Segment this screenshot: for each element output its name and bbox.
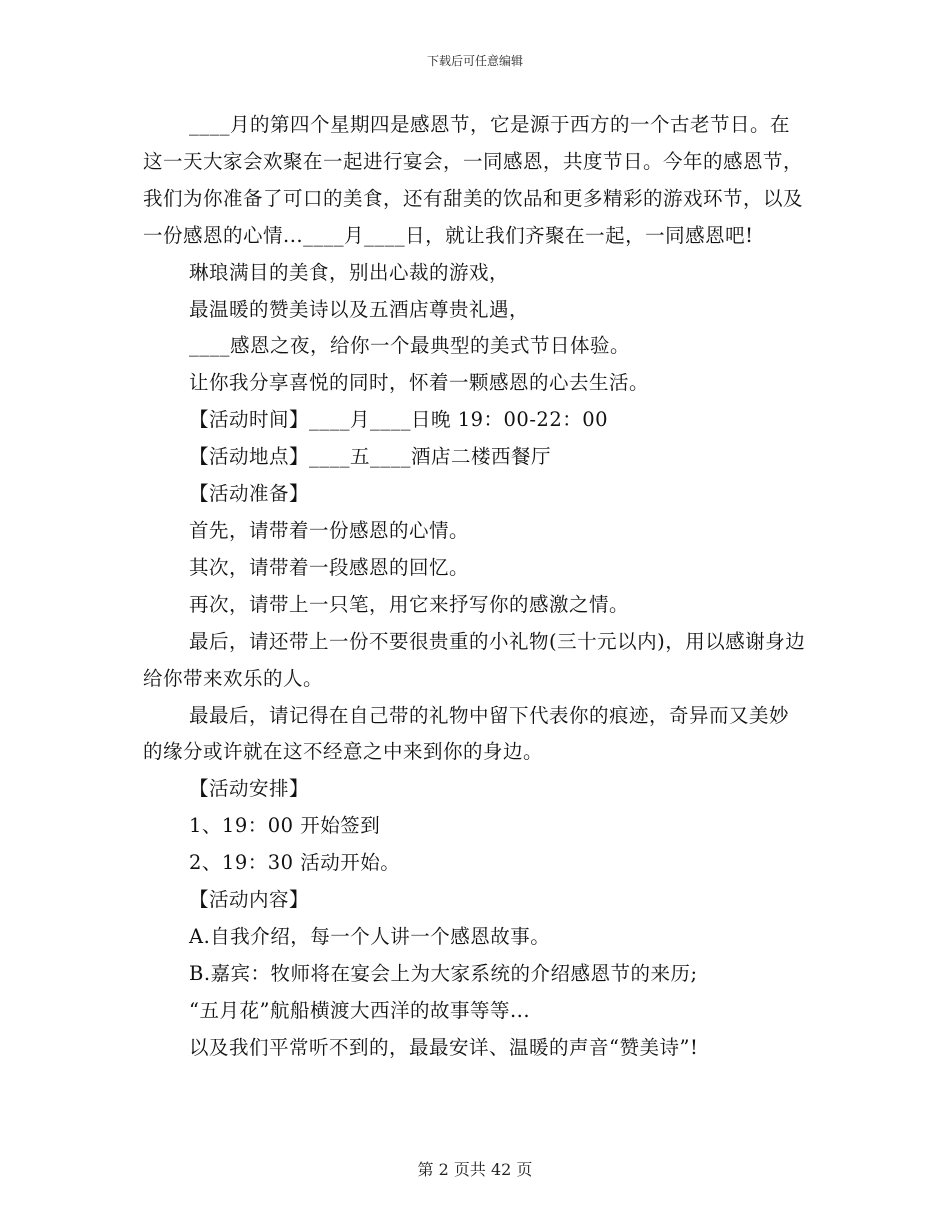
paragraph-prep-second: 其次，请带着一段感恩的回忆。 bbox=[189, 555, 470, 579]
paragraph-content-b: B.嘉宾：牧师将在宴会上为大家系统的介绍感恩节的来历; bbox=[189, 961, 698, 985]
paragraph-prep-final: 最最后，请记得在自己带的礼物中留下代表你的痕迹，奇异而又美妙的缘分或许就在这不经意之中来到你的身边。 bbox=[143, 703, 790, 764]
paragraph-prep-third: 再次，请带上一只笔，用它来抒写你的感激之情。 bbox=[189, 592, 630, 616]
heading-preparation: 【活动准备】 bbox=[189, 482, 310, 506]
paragraph-prep-last: 最后，请还带上一份不要很贵重的小礼物(三十元以内)，用以感谢身边给你带来欢乐的人。 bbox=[143, 629, 806, 690]
paragraph-thanks-night: ____感恩之夜，给你一个最典型的美式节日体验。 bbox=[189, 334, 631, 358]
paragraph-hymn-voice: 以及我们平常听不到的，最最安详、温暖的声音“赞美诗”! bbox=[189, 1035, 699, 1059]
paragraph-food-games: 琳琅满目的美食，别出心裁的游戏， bbox=[189, 260, 510, 284]
paragraph-prep-first: 首先，请带着一份感恩的心情。 bbox=[189, 518, 470, 542]
paragraph-mayflower: “五月花”航船横渡大西洋的故事等等... bbox=[189, 998, 531, 1022]
heading-schedule: 【活动安排】 bbox=[189, 777, 310, 801]
paragraph-content-a: A.自我介绍，每一个人讲一个感恩故事。 bbox=[189, 924, 551, 948]
paragraph-event-location: 【活动地点】____五____酒店二楼西餐厅 bbox=[189, 445, 552, 469]
paragraph-schedule-1: 1、19：00 开始签到 bbox=[189, 814, 381, 838]
paragraph-hymn: 最温暖的赞美诗以及五酒店尊贵礼遇， bbox=[189, 297, 530, 321]
paragraph-intro: ____月的第四个星期四是感恩节，它是源于西方的一个古老节日。在这一天大家会欢聚在一起进行宴会，一同感恩，共度节日。今年的感恩节，我们为你准备了可口的美食，还有甜美的饮品和更多精彩的游戏环节，以及一份感恩的心情...____月____日，就让我们齐聚在一起，一同感恩吧! bbox=[143, 113, 804, 247]
page-header: 下载后可任意编辑 bbox=[426, 54, 523, 68]
page-footer: 第 2 页共 42 页 bbox=[417, 1160, 533, 1179]
paragraph-event-time: 【活动时间】____月____日晚 19：00-22：00 bbox=[189, 408, 609, 432]
paragraph-share-joy: 让你我分享喜悦的同时，怀着一颗感恩的心去生活。 bbox=[189, 371, 650, 395]
paragraph-schedule-2: 2、19：30 活动开始。 bbox=[189, 851, 401, 875]
document-body bbox=[143, 107, 808, 1067]
heading-content: 【活动内容】 bbox=[189, 888, 310, 912]
